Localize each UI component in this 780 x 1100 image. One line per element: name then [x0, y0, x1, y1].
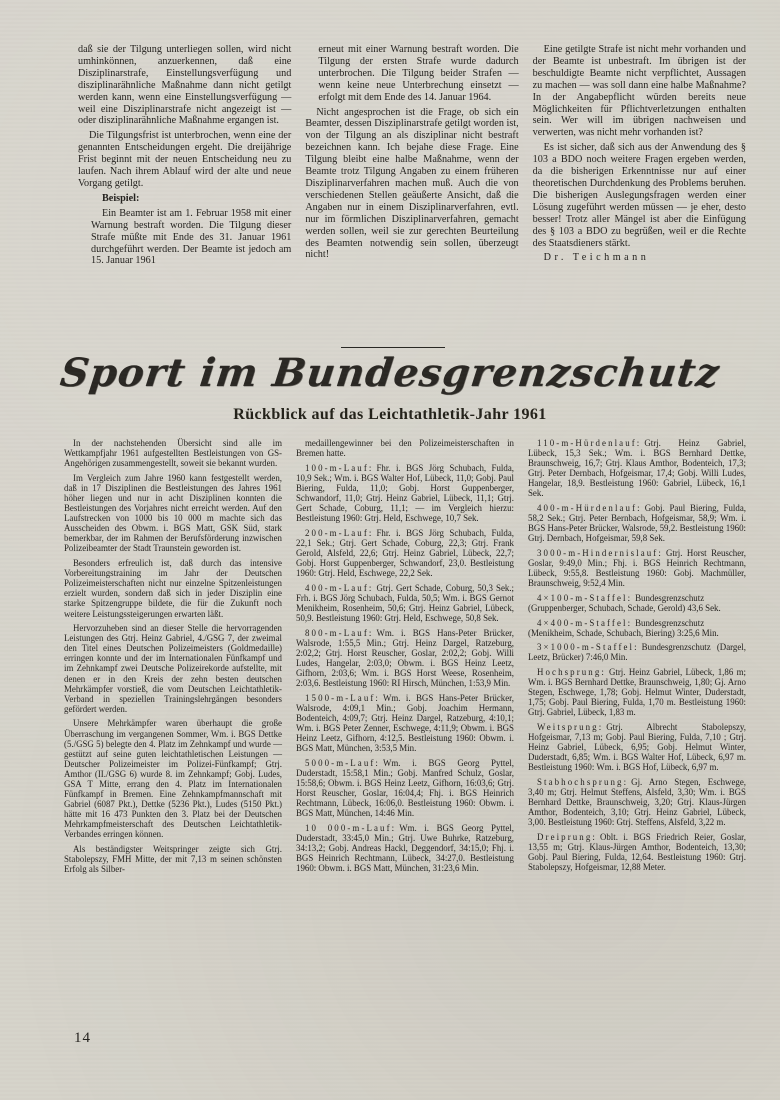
author-signature: Dr. Teichmann	[543, 252, 650, 264]
section-subtitle: Rückblick auf das Leichtathletik-Jahr 1961	[233, 406, 547, 423]
discipline-head: Hochsprung:	[537, 666, 606, 677]
result-paragraph	[528, 777, 746, 827]
paragraph-text: daß sie der Tilgung unterliegen sollen, wird nicht umhinkönnen, anzuerkennen, daß eine Disziplinarstrafe, Einstellungsverfügung und disziplinarähnliche Maßnahme dann nicht getilgt werden kann, wenn eine Einstellungsverfügung — weil eine Disziplinarstrafe nicht angezeigt ist — oder disziplinarähnliche Maßnahme ergangen ist.	[78, 44, 292, 127]
paragraph	[64, 718, 282, 839]
top-column-3	[533, 44, 746, 270]
discipline-head: 10 000-m-Lauf:	[305, 822, 397, 833]
top-article	[78, 44, 746, 270]
result-text: Gtrj. Horst Reuscher, Goslar, 9:49,0 Min.; Fhj. i. BGS Heinrich Rechtmann, Lübeck, 9:55,8. Bestleistung 1960: Gobj. Machmüller, Braunschweig, 9:52,4 Min.	[528, 547, 746, 589]
results-column-2	[296, 438, 514, 879]
results-column-1	[64, 438, 282, 879]
paragraph-text: Als beständigster Weitspringer zeigte sich Gtrj. Stabolepszy, FMH Mitte, der mit 7,13 m seinen schönsten Erfolg als Silber-	[64, 844, 282, 875]
result-paragraph	[296, 758, 514, 819]
result-paragraph	[528, 618, 746, 638]
discipline-head: 5000-m-Lauf:	[305, 757, 380, 768]
result-paragraph	[528, 548, 746, 588]
result-paragraph	[296, 628, 514, 689]
result-text: Gobj. Paul Biering, Fulda, 58,2 Sek.; Gtrj. Peter Bernbach, Hofgeismar, 58,9; Wm. i. BGS Hans-Peter Brücker, Walsrode, 59,2. Bestleistung 1960: Gtrj. Dernbach, Hofgeismar, 59,8 Sek.	[528, 503, 746, 544]
paragraph	[64, 558, 282, 619]
discipline-head: 400-m-Hürdenlauf:	[537, 503, 642, 514]
discipline-head: 4×100-m-Staffel:	[537, 592, 633, 603]
result-paragraph	[528, 593, 746, 613]
result-paragraph	[528, 642, 746, 662]
discipline-head: 1500-m-Lauf:	[305, 692, 380, 703]
paragraph	[91, 193, 291, 205]
discipline-head: 3×1000-m-Staffel:	[537, 642, 639, 653]
result-text: Wm. i. BGS Georg Pyttel, Duderstadt, 33:45,0 Min.; Gtrj. Uwe Buhrke, Ratzeburg, 34:13,2; Gobj. Andreas Hackl, Deggendorf, 34:15,0; Fhj. i. BGS Heinrich Rechtmann, Lübeck, 34:27,0. Bestleistung 1960: Obwm. i. BGS Matt, München, 31:23,6 Min.	[296, 822, 514, 874]
results-article	[64, 438, 746, 879]
section-title: Sport im Bundesgrenzschutz	[57, 350, 723, 396]
paragraph-text: Unsere Mehrkämpfer waren überhaupt die große Überraschung im vergangenen Sommer, Wm. i. BGS Dettke (5./GSG 5) belegte den 4. Platz im Zehnkampf und wurde — gestützt auf seine guten leichtathletischen Leistungen — Deutscher Polizeimeister im Polizei-Fünfkampf; Gtrj. Amthor (II./GSG 6) wurde 8. im Zehnkampf; Gobj. Ludes, GSA T Mitte, errang den 4. Platz im Internationalen Fünfkampf in Bremen. Eine Zehnkampfmannschaft mit Gabriel (6087 Pkt.), Dettke (5236 Pkt.), Ludes (5150 Pkt.) hätte mit 16 473 Punkten den 3. Platz bei der Deutschen Mehrkampfmeisterschaft des Deutschen Leichtathletik-Verbandes erringen können.	[64, 718, 282, 840]
discipline-head: 200-m-Lauf:	[305, 527, 374, 538]
result-paragraph	[528, 667, 746, 717]
result-paragraph	[296, 583, 514, 623]
result-text: medaillengewinner bei den Polizeimeisterschaften in Bremen hatte.	[296, 438, 514, 459]
paragraph-text: Die Tilgungsfrist ist unterbrochen, wenn eine der genannten Entscheidungen ergeht. Die dreijährige Frist beginnt mit der neuen Entscheidung neu zu laufen. Nach ihrem Ablauf wird der alte und neue Vorgang getilgt.	[78, 130, 292, 189]
result-text: Gtrj. Gert Schade, Coburg, 50,3 Sek.; Frh. i. BGS Jörg Schubach, Fulda, 50,5; Wm. i. BGS Gernot Menikheim, Rosenheim, 50,6; Gtrj. Heinz Gabriel, Lübeck, 50,9. Bestleistung 1960: Gtrj. Held, Eschwege, 50,8 Sek.	[296, 582, 514, 623]
result-text: Fhr. i. BGS Jörg Schubach, Fulda, 10,9 Sek.; Wm. i. BGS Walter Hof, Lübeck, 11,0; Gobj. Paul Biering, Fulda, 11,0; Gobj. Horst Guppenberger, Schwandorf, 11,0; Gtrj. Heinz Gabriel, Lübeck, 11,1; Gtrj. Gert Schade, Coburg, 11,1; — im Vergleich hierzu: Bestleistung 1960: Gtrj. Held, Eschwege, 10,7 Sek.	[296, 462, 514, 524]
paragraph	[64, 473, 282, 554]
paragraph-text: Besonders erfreulich ist, daß durch das intensive Vorbereitungstraining im Jahr der Deutschen Polizeimeisterschaften nicht nur einzelne Spitzenleistungen erzielt wurden, sondern daß sich in jeder Disziplin eine starke Spitzengruppe bildete, die für die Zukunft noch weitere Leistungssteigerungen erwarten läßt.	[64, 558, 282, 619]
paragraph	[64, 438, 282, 468]
result-paragraph	[528, 503, 746, 543]
result-paragraph	[296, 438, 514, 458]
result-text: Gtrj. Heinz Gabriel, Lübeck, 1,86 m; Wm. i. BGS Bernhard Dettke, Braunschweig, 1,80; Gj. Arno Stegen, Eschwege, 1,78; Gobj. Helmut Winter, Duderstadt, 1,75; Gobj. Paul Biering, Fulda, 1,70 m. Bestleistung 1960: Gtrj. Gabriel, Lübeck, 1,83 m.	[528, 666, 746, 718]
result-text: Gtrj. Heinz Gabriel, Lübeck, 15,3 Sek.; Wm. i. BGS Bernhard Dettke, Braunschweig, 16,7; Gtrj. Klaus Amthor, Bodenteich, 17,3; Gtrj. Peter Dernbach, Hofgeismar, 17,4; Gobj. Willi Ludes, Hangelar, 18,9. Bestleistung 1960: Gabriel, Lübeck, 16,1 Sek.	[528, 438, 746, 499]
result-text: Wm. i. BGS Georg Pyttel, Duderstadt, 15:58,1 Min.; Gobj. Manfred Schulz, Goslar, 15:58,6; Obwm. i. BGS Heinz Leetz, Gifhorn, 16:03,6; Gtrj. Horst Reuscher, Goslar, 16:04,4; Fhj. i. BGS Heinrich Rechtmann, Lübeck, 16:06,0. Bestleistung 1960: Obwm. i. BGS Matt, München, 14:46 Min.	[296, 757, 514, 819]
result-text: Gj. Arno Stegen, Eschwege, 3,40 m; Gtrj. Helmut Steffens, Alsfeld, 3,30; Wm. i. BGS Bernhard Dettke, Braunschweig, 3,20; Gtrj. Klaus-Jürgen Amthor, Bodenteich, 3,10; Gtrj. Heinz Gabriel, Lübeck, 3,00. Bestleistung 1960: Gtrj. Steffens, Alsfeld, 3,22 m.	[528, 776, 746, 828]
discipline-head: 800-m-Lauf:	[305, 627, 374, 638]
result-text: Wm. i. BGS Hans-Peter Brücker, Walsrode, 4:09,1 Min.; Gobj. Joachim Hermann, Bodenteich, 4:09,7; Gtrj. Heinz Dargel, Ratzeburg, 4:10,1; Wm. i. BGS Peter Zenner, Eschwege, 4:11,9; Obwm. i. BGS Heinz Leetz, Gifhorn, 4:12,5. Bestleistung 1960: Obwm. i. BGS Matt, München, 3:53,5 Min.	[296, 692, 514, 754]
paragraph-text: Beispiel:	[102, 192, 140, 204]
paragraph-text: Im Vergleich zum Jahre 1960 kann festgestellt werden, daß in 17 Disziplinen die Bestleistungen des Jahres 1961 höher liegen und nur in acht Disziplinen konnten die Bestleistungen des Vorjahres nicht erreicht werden. Auf den Laufstrecken von 1000 bis 10 000 m machte sich das Ausscheiden des Obwm. i. BGS Matt, GSK Süd, stark bemerkbar, der im Rahmen der Berufsförderung inzwischen Polizeibeamter der Stadt Traunstein geworden ist.	[64, 472, 282, 554]
paragraph	[91, 208, 291, 268]
paragraph	[533, 142, 746, 249]
result-paragraph	[528, 722, 746, 772]
discipline-head: Weitsprung:	[537, 721, 604, 732]
result-paragraph	[528, 438, 746, 499]
discipline-head: 100-m-Lauf:	[305, 462, 374, 473]
paragraph-text: Nicht angesprochen ist die Frage, ob sich ein Beamter, dessen Disziplinarstrafe getilgt worden ist, von der Tilgung an als disziplinar nicht bestraft bezeichnen kann. Ich bejahe diese Frage. Eine Tilgung bleibt eine halbe Maßnahme, wenn der Beamte trotz Tilgung Angaben zu einem früheren Disziplinarverfahren machen muß. Auch die von verschiedenen Stellen geäußerte Ansicht, daß die Angaben nur in einem Disziplinarverfahren, evtl. nur im förmlichen Disziplinarverfahren, gemacht werden sollen, weil sie zur gerechten Beurteilung des Beamten notwendig sein sollen, überzeugt nicht!	[305, 106, 519, 261]
result-paragraph	[296, 528, 514, 578]
result-paragraph	[528, 832, 746, 872]
result-paragraph	[296, 463, 514, 524]
top-column-3-paragraphs	[533, 44, 746, 249]
result-paragraph	[296, 693, 514, 754]
paragraph	[318, 44, 518, 104]
paragraph	[78, 130, 291, 190]
discipline-head: Dreiprung:	[537, 831, 597, 842]
discipline-head: 110-m-Hürdenlauf:	[537, 438, 642, 448]
top-column-1	[78, 44, 291, 270]
paragraph	[533, 44, 746, 139]
paragraph-text: In der nachstehenden Übersicht sind alle im Wettkampfjahr 1961 aufgestellten Bestleistungen von GS-Angehörigen zusammengestellt, soweit sie bekannt wurden.	[64, 438, 282, 469]
page-number: 14	[74, 1030, 91, 1046]
result-paragraph	[296, 823, 514, 873]
discipline-head: 400-m-Lauf:	[305, 582, 374, 593]
top-column-2	[305, 44, 518, 270]
paragraph	[64, 623, 282, 714]
paragraph	[64, 844, 282, 874]
result-text: Gtrj. Albrecht Stabolepszy, Hofgeismar, 7,13 m; Gobj. Paul Biering, Fulda, 7,10 ; Gtrj. Heinz Gabriel, Lübeck, 6,95; Gobj. Helmut Winter, Duderstadt, 6,85; Wm. i. BGS Walter Hof, Lübeck, 6,97 m. Bestleistung 1960: Wm. i. BGS Hof, Lübeck, 6,97 m.	[528, 721, 746, 773]
paragraph	[78, 44, 291, 127]
section-divider	[341, 347, 445, 348]
paragraph-text: Hervorzuheben sind an dieser Stelle die hervorragenden Leistungen des Gtrj. Heinz Gabriel, 4./GSG 7, der zweimal den Titel eines Deutschen Polizeimeisters (Goldmedaille) erringen konnte und der im Internationalen Fünfkampf und im Zehnkampf zwei Deutsche Polizeirekorde aufstellte, mit denen er in den Kreis der zehn besten deutschen Mehrkämpfer vorstieß, die vom Deutschen Leichtathletik-Verband in speziellen Trainingslehrgängen besonders gefördert werden.	[64, 623, 282, 714]
paragraph	[305, 107, 518, 262]
result-text: Bundesgrenzschutz (Menikheim, Schade, Schubach, Biering) 3:25,6 Min.	[528, 617, 719, 638]
paragraph-text: Eine getilgte Strafe ist nicht mehr vorhanden und der Beamte ist unbestraft. Im übrigen ist der beschuldigte Beamte nicht verpflichtet, Aussagen zu machen — was soll dann eine halbe Maßnahme? In der Angabepflicht würden bereits neue Möglichkeiten für Pflichtverletzungen enthalten sein. Wer will im übrigen nachweisen und verwerten, was nicht mehr vorhanden ist?	[532, 44, 746, 139]
result-text: Bundesgrenzschutz (Gruppenberger, Schubach, Schade, Gerold) 43,6 Sek.	[528, 592, 721, 613]
paragraph-text: Es ist sicher, daß sich aus der Anwendung des § 103 a BDO noch weitere Fragen ergeben werden, da die bisherigen Erkenntnisse nur auf einer theoretischen Durchdenkung des Problems beruhen. Die bisherigen Auslegungsfragen werden einer Lösung zugeführt werden müssen — je eher, desto besser! Trotz aller Mängel ist aber die Einfügung des § 103 a BDO zu begrüßen, weil er die Rechte des Staatsdieners stärkt.	[532, 142, 746, 249]
discipline-head: 3000-m-Hindernislauf:	[537, 547, 663, 558]
result-text: Oblt. i. BGS Friedrich Reier, Goslar, 13,55 m; Gtrj. Klaus-Jürgen Amthor, Bodenteich, 13,30; Gobj. Paul Biering, Fulda, 12,64. Bestleistung 1960: Gtrj. Stabolepszy, Hofgeismar, 12,88 Meter.	[528, 831, 746, 873]
paragraph-text: erneut mit einer Warnung bestraft worden. Die Tilgung der ersten Strafe wurde dadurch unterbrochen. Die Tilgung beider Strafen — wenn keine neue Unterbrechung einsetzt — erfolgt mit dem Ende des 14. Januar 1964.	[318, 44, 519, 103]
paragraph-text: Ein Beamter ist am 1. Februar 1958 mit einer Warnung bestraft worden. Die Tilgung dieser Strafe müßte mit Ende des 31. Januar 1961 durchgeführt werden. Der Beamte ist jedoch am 15. Januar 1961	[91, 207, 292, 267]
result-text: Fhr. i. BGS Jörg Schubach, Fulda, 22,1 Sek.; Gtrj. Gert Schade, Coburg, 22,3; Gtrj. Frank Gerold, Alsfeld, 22,6; Gtrj. Heinz Gabriel, Lübeck, 22,7; Gobj. Horst Guppenberger, Schwandorf, 23,0. Bestleistung 1960: Gtrj. Held, Eschwege, 22,2 Sek.	[296, 527, 514, 579]
discipline-head: 4×400-m-Staffel:	[537, 617, 633, 628]
discipline-head: Stabhochsprung:	[537, 776, 629, 787]
result-text: Bundesgrenzschutz (Dargel, Leetz, Brücker) 7:46,0 Min.	[528, 642, 746, 663]
results-column-3	[528, 438, 746, 879]
result-text: Wm. i. BGS Hans-Peter Brücker, Walsrode, 1:55,5 Min.; Gtrj. Heinz Dargel, Ratzeburg, 2:02,2; Gtrj. Horst Reuscher, Goslar, 2:02,2; Gobj. Willi Ludes, Hangelar, 2:03,0; Obwm. i. BGS Heinz Leetz, Gifhorn, 2:03,6; Wm. i. BGS Horst Weese, Rosenheim, 2:03,6. Bestleistung 1960: RI Hirsch, München, 1:53,9 Min.	[296, 627, 514, 689]
